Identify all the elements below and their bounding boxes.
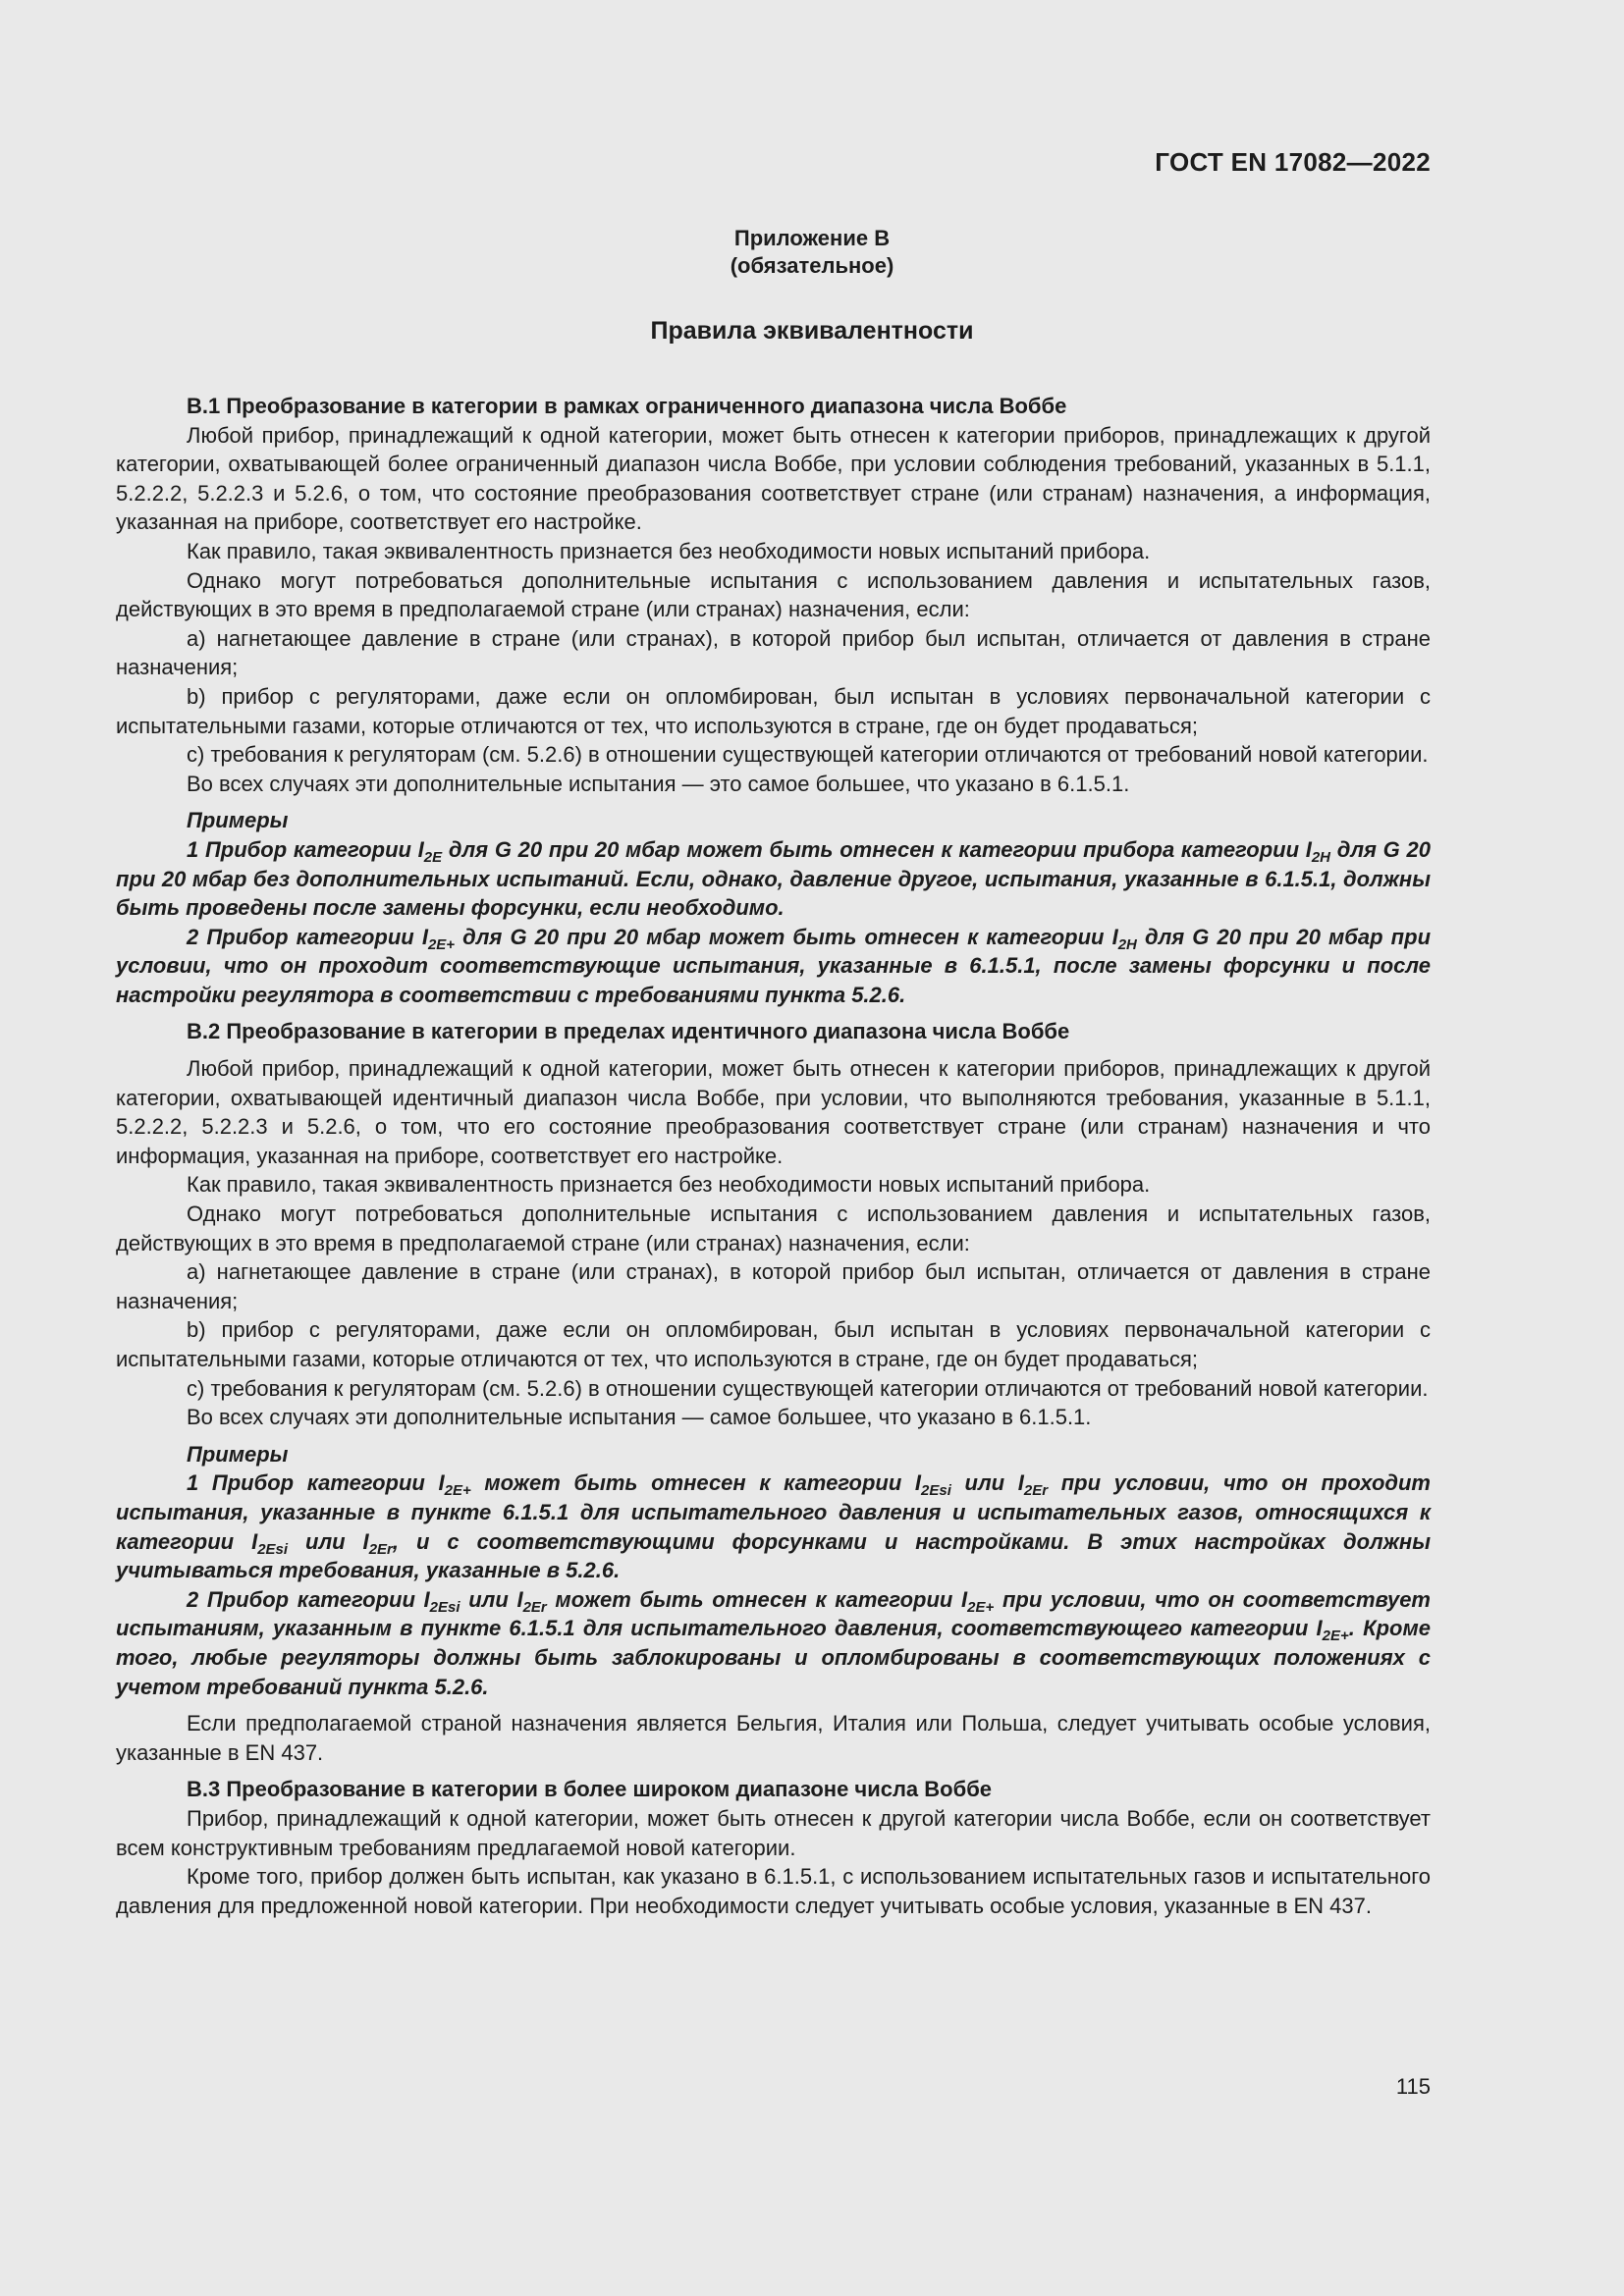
- paragraph: Во всех случаях эти дополнительные испытания — это самое большее, что указано в 6.1.5.1.: [187, 771, 1130, 796]
- paragraph: Любой прибор, принадлежащий к одной категории, может быть отнесен к категории приборов, принадлежащих к другой категории, охватывающей идентичный диапазон числа Воббе, при условии, что выполняются требования, указанные в 5.1.1, 5.2.2.2, 5.2.2.3 и 5.2.6, о том, что его состояние преобразования соответствует стране (или странам) назначения и что информация, указанная на приборе, соответствует его настройке.: [116, 1056, 1431, 1168]
- examples-label: Примеры: [187, 808, 289, 833]
- example-2: 2 Прибор категории $I_{2Esi}$ или $I_{2Er}$ может быть отнесен к категории $I_{2E+}$ при условии, что он соответствует испытаниям, указанным в пункте 6.1.5.1 для испытательного давления, соответствующего категории $I_{2E+}$. Кроме того, любые регуляторы должны быть заблокированы и опломбированы в соответствующих положениях с учетом требований пункта 5.2.6.: [116, 1586, 1431, 1699]
- example-1: 1 Прибор категории $I_{2E+}$ может быть отнесен к категории $I_{2Esi}$ или $I_{2Er}$ при условии, что он проходит испытания, указанные в пункте 6.1.5.1 для испытательного давления и испытательных газов, относящихся к категории $I_{2Esi}$ или $I_{2Er}$, и с соответствующими форсунками и настройками. В этих настройках должны учитываться требования, указанные в 5.2.6.: [116, 1470, 1432, 1583]
- page-number: 115: [1395, 2074, 1431, 2099]
- list-item-b: b) прибор с регуляторами, даже если он опломбирован, был испытан в условиях первоначальной категории с испытательными газами, которые отличаются от тех, что используются в стране, где он будет продаваться;: [116, 1317, 1431, 1371]
- paragraph: Однако могут потребоваться дополнительные испытания с использованием давления и испытательных газов, действующих в это время в предполагаемой стране (или странах) назначения, если:: [116, 567, 1431, 622]
- paragraph: Кроме того, прибор должен быть испытан, как указано в 6.1.5.1, с использованием испытательных газов и испытательного давления для предложенной новой категории. При необходимости следует учитывать особые условия, указанные в EN 437.: [116, 1864, 1431, 1918]
- examples-label: Примеры: [187, 1441, 289, 1467]
- paragraph: Как правило, такая эквивалентность признается без необходимости новых испытаний прибора.: [187, 538, 1151, 563]
- list-item-b: b) прибор с регуляторами, даже если он опломбирован, был испытан в условиях первоначальной категории с испытательными газами, которые отличаются от тех, что используются в стране, где он будет продаваться;: [116, 683, 1431, 738]
- list-item-a: a) нагнетающее давление в стране (или странах), в которой прибор был испытан, отличается от давления в стране назначения;: [116, 1259, 1431, 1313]
- example-2: 2 Прибор категории $I_{2E+}$ для G 20 при 20 мбар может быть отнесен к категории $I_{2H}$ для G 20 при 20 мбар при условии, что он проходит соответствующие испытания, указанные в 6.1.5.1, после замены форсунки и после настройки регулятора в соответствии с требованиями пункта 5.2.6.: [116, 924, 1432, 1007]
- paragraph: Если предполагаемой страной назначения является Бельгия, Италия или Польша, следует учитывать особые условия, указанные в EN 437.: [116, 1711, 1431, 1765]
- standard-code: ГОСТ EN 17082—2022: [1155, 147, 1431, 177]
- section-heading-b1: В.1 Преобразование в категории в рамках ограниченного диапазона числа Воббе: [187, 394, 1067, 418]
- annex-label: Приложение В: [733, 226, 891, 250]
- list-item-c: c) требования к регуляторам (см. 5.2.6) в отношении существующей категории отличаются от требований новой категории.: [187, 1375, 1429, 1401]
- paragraph: Однако могут потребоваться дополнительные испытания с использованием давления и испытательных газов, действующих в это время в предполагаемой стране (или странах) назначения, если:: [116, 1201, 1431, 1255]
- annex-heading: [0, 225, 1624, 280]
- paragraph: Любой прибор, принадлежащий к одной категории, может быть отнесен к категории приборов, принадлежащих к другой категории, охватывающей более ограниченный диапазон числа Воббе, при условии соблюдения требований, указанных в 5.1.1, 5.2.2.2, 5.2.2.3 и 5.2.6, о том, что состояние преобразования соответствует стране (или странам) назначения, а информация, указанная на приборе, соответствует его настройке.: [116, 422, 1431, 535]
- paragraph: Как правило, такая эквивалентность признается без необходимости новых испытаний прибора.: [187, 1172, 1151, 1198]
- paragraph: Прибор, принадлежащий к одной категории, может быть отнесен к другой категории числа Воббе, если он соответствует всем конструктивным требованиям предлагаемой новой категории.: [116, 1805, 1431, 1860]
- list-item-c: c) требования к регуляторам (см. 5.2.6) в отношении существующей категории отличаются от требований новой категории.: [187, 742, 1429, 768]
- document-body: [116, 392, 1431, 1920]
- section-heading-b2: В.2 Преобразование в категории в пределах идентичного диапазона числа Воббе: [187, 1019, 1070, 1044]
- paragraph: Во всех случаях эти дополнительные испытания — самое большее, что указано в 6.1.5.1.: [187, 1405, 1092, 1430]
- section-heading-b3: В.3 Преобразование в категории в более широком диапазоне числа Воббе: [187, 1777, 993, 1802]
- annex-status: (обязательное): [730, 253, 894, 278]
- example-1: 1 Прибор категории $I_{2E}$ для G 20 при 20 мбар может быть отнесен к категории прибора категории $I_{2H}$ для G 20 при 20 мбар без дополнительных испытаний. Если, однако, давление другое, испытания, указанные в 6.1.5.1, должны быть проведены после замены форсунки, если необходимо.: [116, 836, 1431, 921]
- annex-title: Правила эквивалентности: [650, 317, 974, 345]
- list-item-a: a) нагнетающее давление в стране (или странах), в которой прибор был испытан, отличается от давления в стране назначения;: [116, 625, 1431, 680]
